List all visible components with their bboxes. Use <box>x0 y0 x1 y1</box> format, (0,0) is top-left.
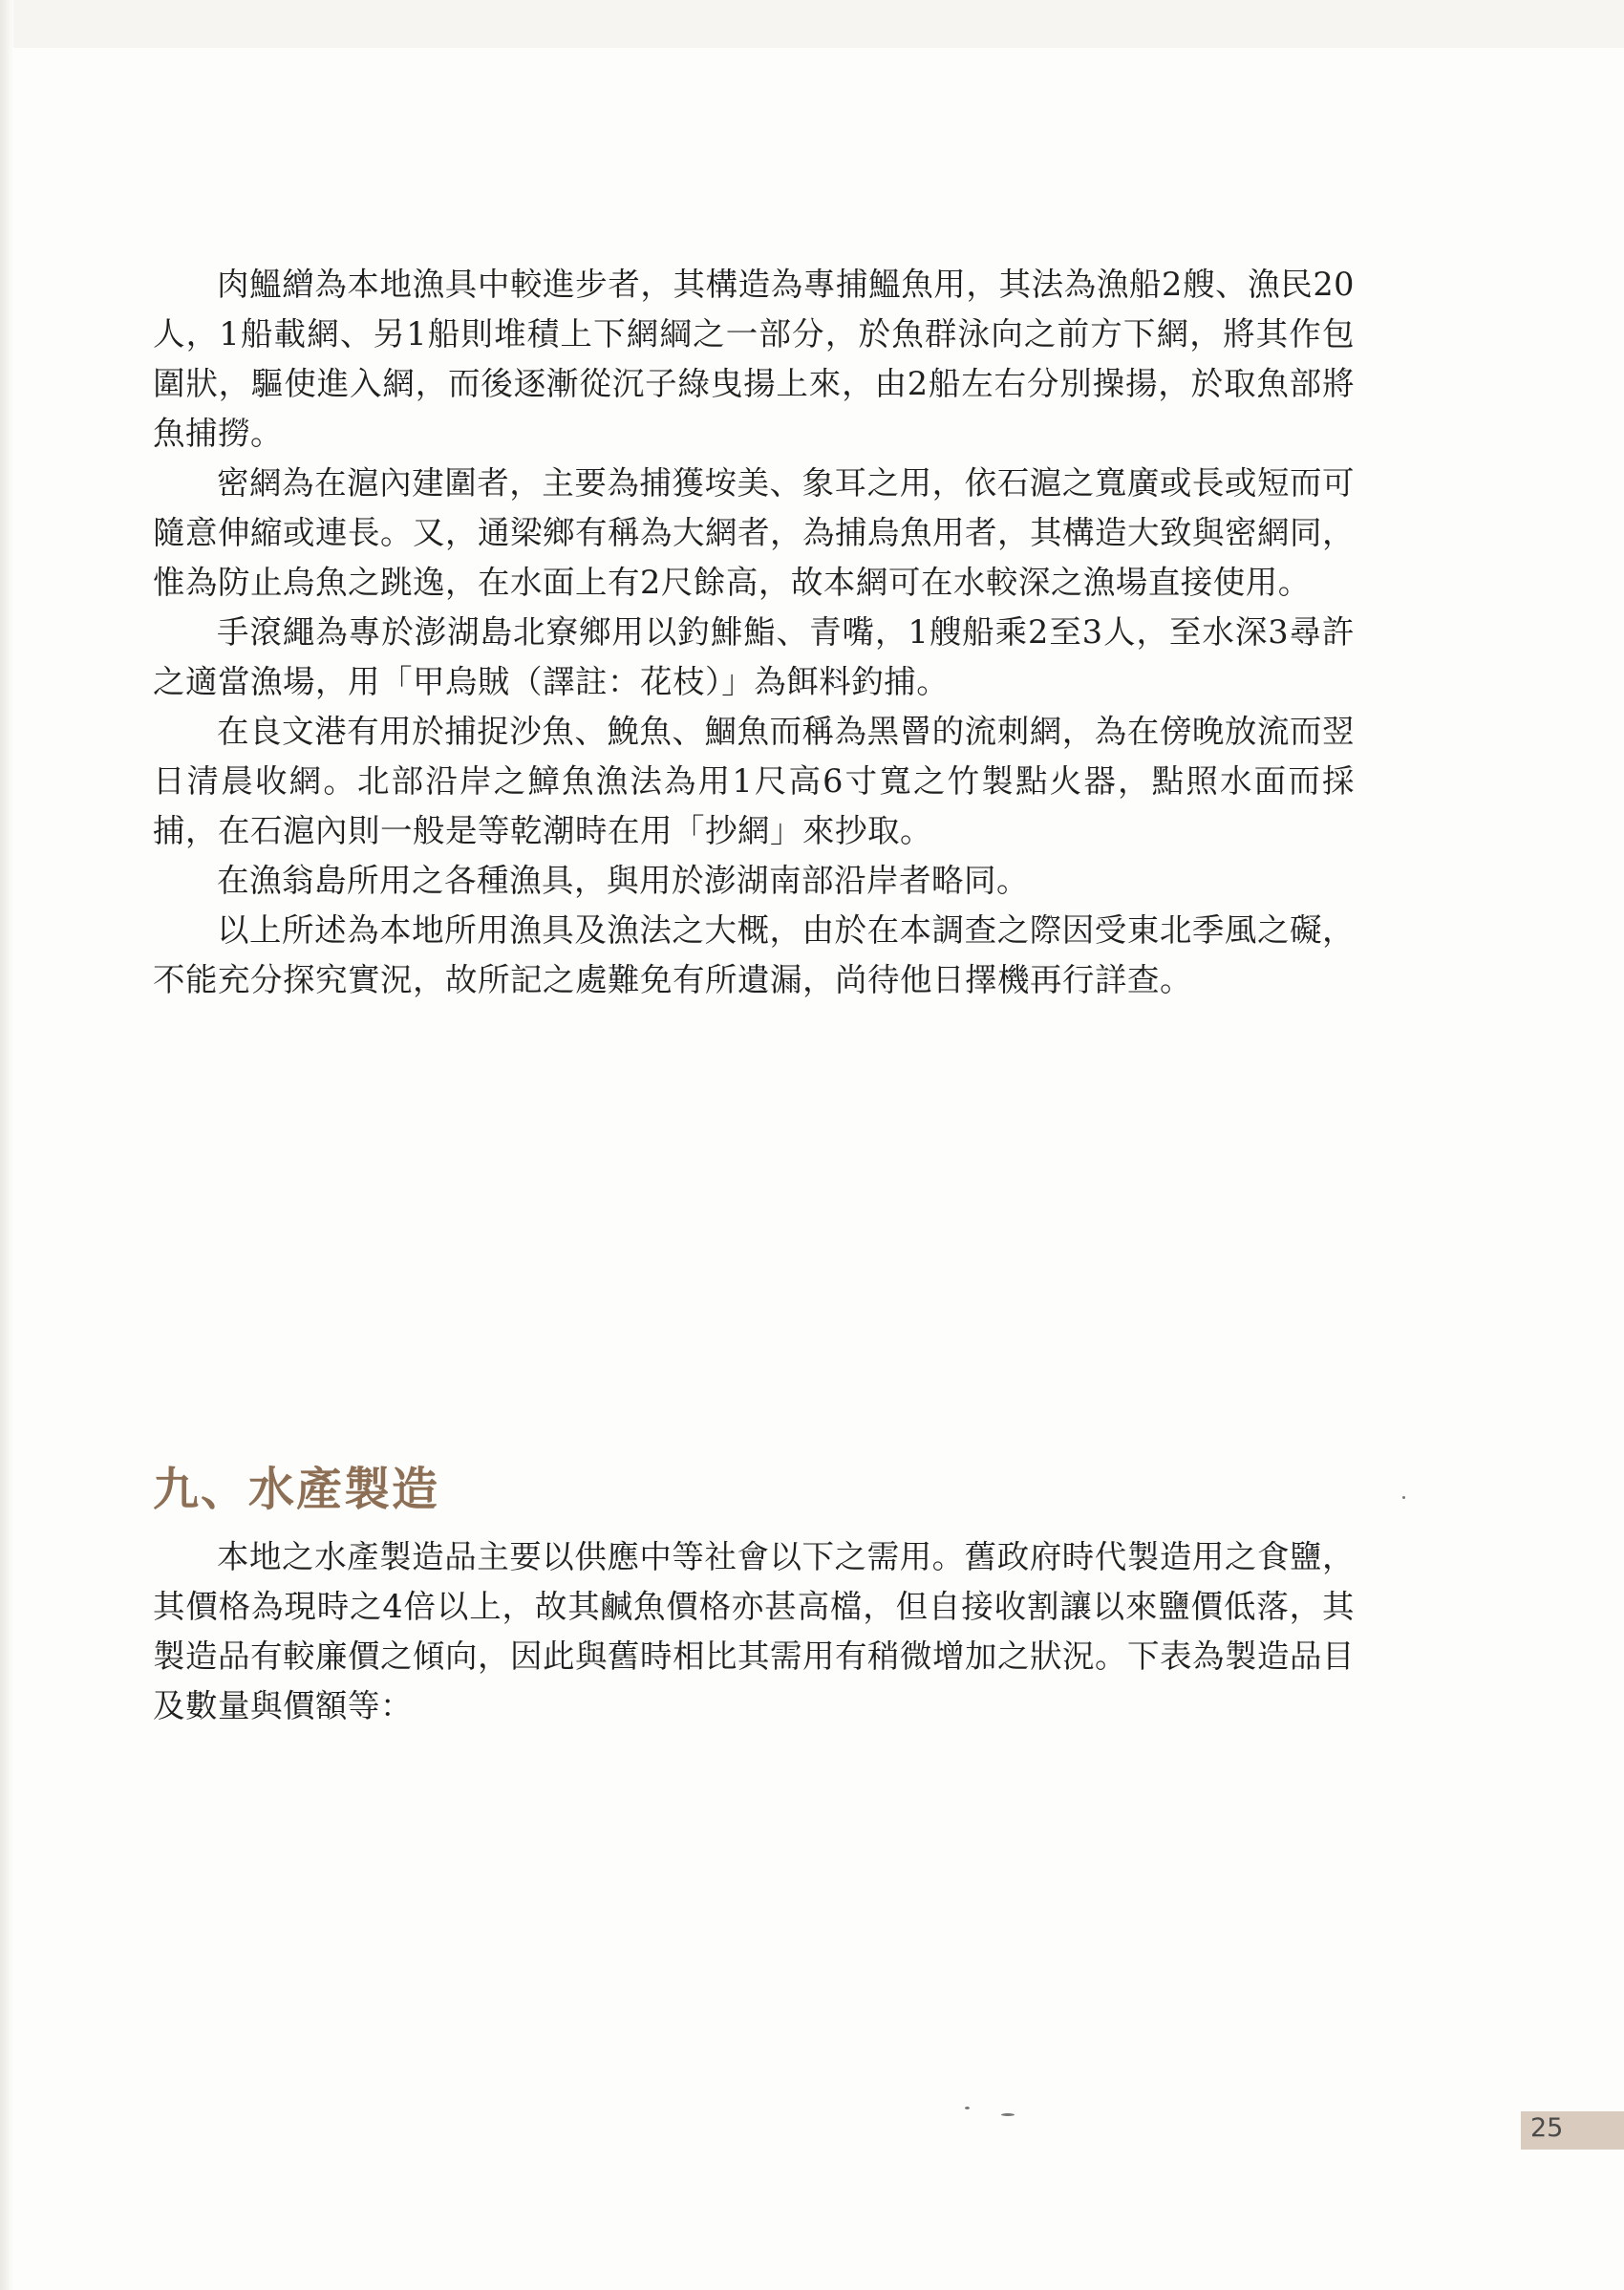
paragraph-summary: 以上所述為本地所用漁具及漁法之大概，由於在本調查之際因受東北季風之礙，不能充分探究實況，故所記之處難免有所遺漏，尚待他日擇機再行詳查。 <box>153 911 1355 998</box>
paragraph-marine-products: 本地之水產製造品主要以供應中等社會以下之需用。舊政府時代製造用之食鹽，其價格為現時之4倍以上，故其鹹魚價格亦甚高檔，但自接收割讓以來鹽價低落，其製造品有較廉價之傾向，因此與舊時相比其需用有稍微增加之狀況。下表為製造品目及數量與價額等： <box>153 1538 1355 1724</box>
paragraph-dense-net: 密網為在滬內建圍者，主要為捕獲垵美、象耳之用，依石滬之寬廣或長或短而可隨意伸縮或連長。又，通梁鄉有稱為大網者，為捕烏魚用者，其構造大致與密網同，惟為防止烏魚之跳逸，在水面上有2尺餘高，故本網可在水較深之漁場直接使用。 <box>153 464 1355 601</box>
section-heading-marine-products: 九、水產製造 <box>153 1463 440 1516</box>
paragraph-yuweng-island: 在漁翁島所用之各種漁具，與用於澎湖南部沿岸者略同。 <box>217 862 1029 899</box>
scan-speck <box>1402 1496 1405 1499</box>
page-number-tab <box>1521 2111 1624 2150</box>
scan-left-edge <box>0 0 13 2290</box>
scan-top-band <box>0 0 1624 48</box>
scan-speck <box>965 2107 970 2109</box>
scan-speck <box>1001 2113 1015 2116</box>
paragraph-meat-net: 肉鰮繒為本地漁具中較進步者，其構造為專捕鰮魚用，其法為漁船2艘、漁民20人，1船載網、另1船則堆積上下網綱之一部分，於魚群泳向之前方下網，將其作包圍狀，驅使進入網，而後逐漸從沉子綠曳揚上來，由2船左右分別操揚，於取魚部將魚捕撈。 <box>153 266 1355 452</box>
fishing-gear-section <box>153 260 1355 1005</box>
paragraph-gill-net: 在良文港有用於捕捉沙魚、鮸魚、鯝魚而稱為黑罾的流刺網，為在傍晚放流而翌日清晨收網。北部沿岸之鱆魚漁法為用1尺高6寸寬之竹製點火器，點照水面而採捕，在石滬內則一般是等乾潮時在用「抄網」來抄取。 <box>153 713 1355 849</box>
page-number: 25 <box>1530 2113 1564 2143</box>
paragraph-hand-line: 手滾繩為專於澎湖島北寮鄉用以釣鯡鮨、青嘴，1艘船乘2至3人，至水深3尋許之適當漁場，用「甲烏賊（譯註：花枝）」為餌料釣捕。 <box>153 613 1355 700</box>
marine-products-section <box>153 1532 1355 1731</box>
